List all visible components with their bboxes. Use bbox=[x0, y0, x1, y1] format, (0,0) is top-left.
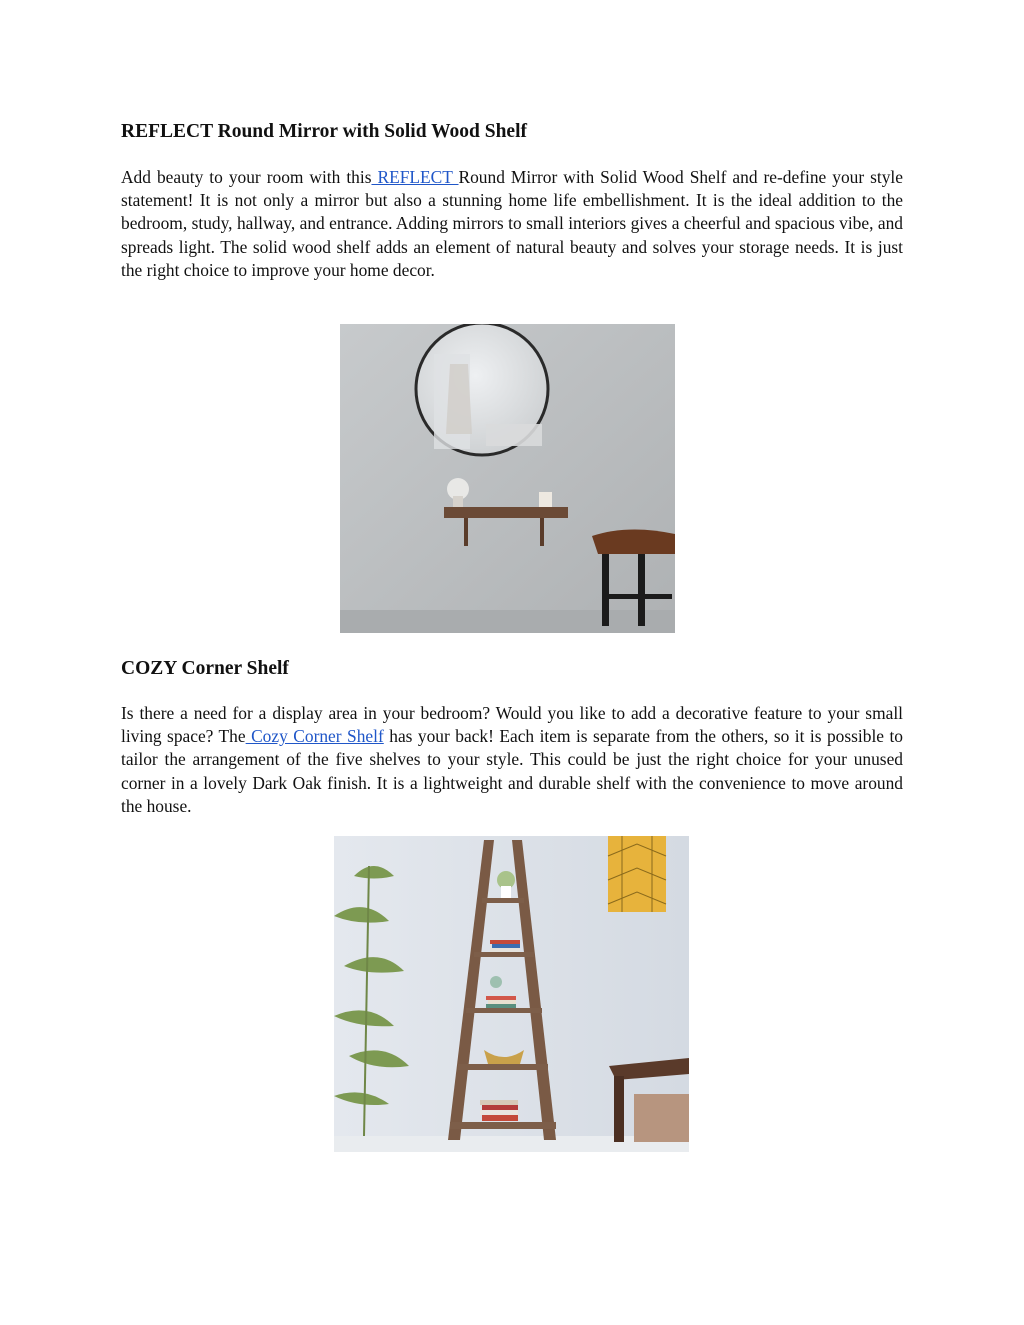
paragraph-text-before: Is there a need for a display area in your bedroom? Would you like to add a decorative feature to your small living space? The bbox=[121, 703, 903, 747]
section-title-cozy-shelf: COZY Corner Shelf bbox=[121, 658, 289, 679]
section-title-reflect-mirror: REFLECT Round Mirror with Solid Wood Shelf bbox=[121, 121, 527, 142]
reflect-mirror-link[interactable]: REFLECT bbox=[371, 167, 459, 187]
paragraph-reflect-mirror bbox=[121, 166, 903, 282]
paragraph-text-after: has your back! Each item is separate from the others, so it is possible to tailor the arrangement of the five shelves to your style. This could be just the right choice for your unused corner in a lovely Dark Oak finish. It is a lightweight and durable shelf with the convenience to move around the house. bbox=[121, 726, 903, 816]
reflect-mirror-image bbox=[340, 324, 675, 633]
paragraph-text-after: Round Mirror with Solid Wood Shelf and re-define your style statement! It is not only a mirror but also a stunning home life embellishment. It is the ideal addition to the bedroom, study, hallway, and entrance. Adding mirrors to small interiors gives a cheerful and spacious vibe, and spreads light. The solid wood shelf adds an element of natural beauty and solves your storage needs. It is just the right choice to improve your home decor. bbox=[121, 167, 903, 280]
cozy-corner-shelf-link[interactable]: Cozy Corner Shelf bbox=[245, 726, 384, 747]
cozy-corner-shelf-image bbox=[334, 836, 689, 1152]
paragraph-text-before: Add beauty to your room with this bbox=[121, 167, 372, 187]
paragraph-cozy-shelf bbox=[121, 702, 903, 818]
